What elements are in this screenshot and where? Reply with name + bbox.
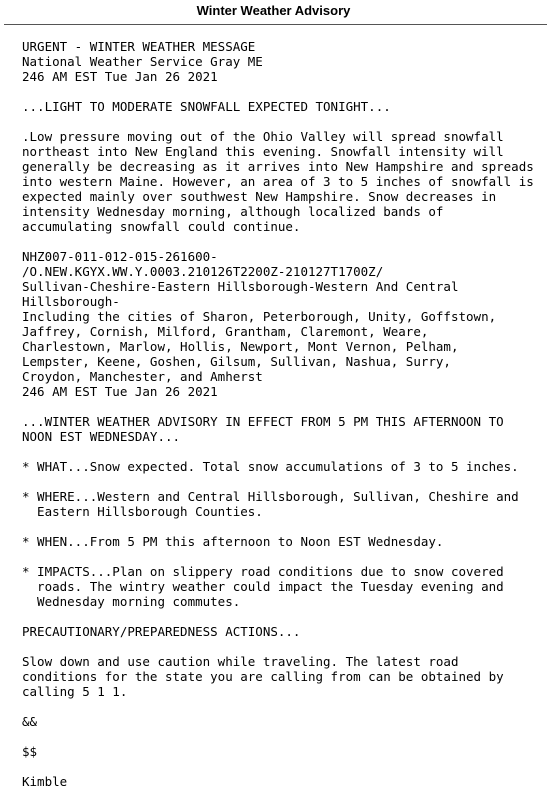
advisory-line (22, 639, 542, 654)
advisory-line: Lempster, Keene, Goshen, Gilsum, Sullivan, Nashua, Surry, (22, 354, 451, 369)
advisory-line: generally be decreasing as it arrives into New Hampshire and spreads (22, 159, 534, 174)
advisory-line: intensity Wednesday morning, although localized bands of (22, 204, 444, 219)
advisory-line (22, 519, 542, 534)
advisory-line (22, 399, 542, 414)
advisory-line: * WHEN...From 5 PM this afternoon to Noon EST Wednesday. (22, 534, 444, 549)
advisory-line: $$ (22, 744, 38, 759)
advisory-line: Sullivan-Cheshire-Eastern Hillsborough-Western And Central (22, 279, 459, 294)
advisory-line: Slow down and use caution while traveling. The latest road (22, 654, 459, 669)
advisory-line: * WHAT...Snow expected. Total snow accumulations of 3 to 5 inches. (22, 459, 519, 474)
advisory-line: Croydon, Manchester, and Amherst (22, 369, 263, 384)
advisory-line: conditions for the state you are calling from can be obtained by (22, 669, 504, 684)
advisory-line: Kimble (22, 774, 68, 789)
advisory-line: northeast into New England this evening. Snowfall intensity will (22, 144, 504, 159)
advisory-line: .Low pressure moving out of the Ohio Valley will spread snowfall (22, 129, 504, 144)
advisory-line: * WHERE...Western and Central Hillsborough, Sullivan, Cheshire and (22, 489, 519, 504)
advisory-line (22, 444, 542, 459)
advisory-text (22, 39, 542, 789)
advisory-line: && (22, 714, 38, 729)
advisory-line: Charlestown, Marlow, Hollis, Newport, Mont Vernon, Pelham, (22, 339, 459, 354)
page-title: Winter Weather Advisory (196, 3, 351, 18)
advisory-line: Including the cities of Sharon, Peterborough, Unity, Goffstown, (22, 309, 497, 324)
advisory-line: /O.NEW.KGYX.WW.Y.0003.210126T2200Z-210127T1700Z/ (22, 264, 384, 279)
advisory-line: * IMPACTS...Plan on slippery road conditions due to snow covered (22, 564, 504, 579)
advisory-line: Eastern Hillsborough Counties. (22, 504, 263, 519)
advisory-line (22, 609, 542, 624)
advisory-line: 246 AM EST Tue Jan 26 2021 (22, 384, 218, 399)
advisory-line: ...WINTER WEATHER ADVISORY IN EFFECT FROM 5 PM THIS AFTERNOON TO (22, 414, 504, 429)
advisory-line (22, 759, 542, 774)
advisory-line (22, 84, 542, 99)
advisory-line: into western Maine. However, an area of 3 to 5 inches of snowfall is (22, 174, 534, 189)
advisory-line (22, 474, 542, 489)
advisory-line: calling 5 1 1. (22, 684, 128, 699)
advisory-line: NHZ007-011-012-015-261600- (22, 249, 218, 264)
advisory-line: ...LIGHT TO MODERATE SNOWFALL EXPECTED TONIGHT... (22, 99, 391, 114)
advisory-line: Wednesday morning commutes. (22, 594, 241, 609)
title-divider (4, 24, 547, 25)
advisory-line: Jaffrey, Cornish, Milford, Grantham, Claremont, Weare, (22, 324, 429, 339)
advisory-line: PRECAUTIONARY/PREPAREDNESS ACTIONS... (22, 624, 301, 639)
advisory-line (22, 234, 542, 249)
advisory-line: National Weather Service Gray ME (22, 54, 263, 69)
advisory-line: URGENT - WINTER WEATHER MESSAGE (22, 39, 256, 54)
advisory-line (22, 114, 542, 129)
advisory-line (22, 549, 542, 564)
advisory-line: 246 AM EST Tue Jan 26 2021 (22, 69, 218, 84)
advisory-line (22, 699, 542, 714)
advisory-line: roads. The wintry weather could impact the Tuesday evening and (22, 579, 504, 594)
advisory-line: NOON EST WEDNESDAY... (22, 429, 181, 444)
advisory-line (22, 729, 542, 744)
advisory-line: accumulating snowfall could continue. (22, 219, 301, 234)
advisory-line: expected mainly over southwest New Hampshire. Snow decreases in (22, 189, 497, 204)
advisory-line: Hillsborough- (22, 294, 120, 309)
